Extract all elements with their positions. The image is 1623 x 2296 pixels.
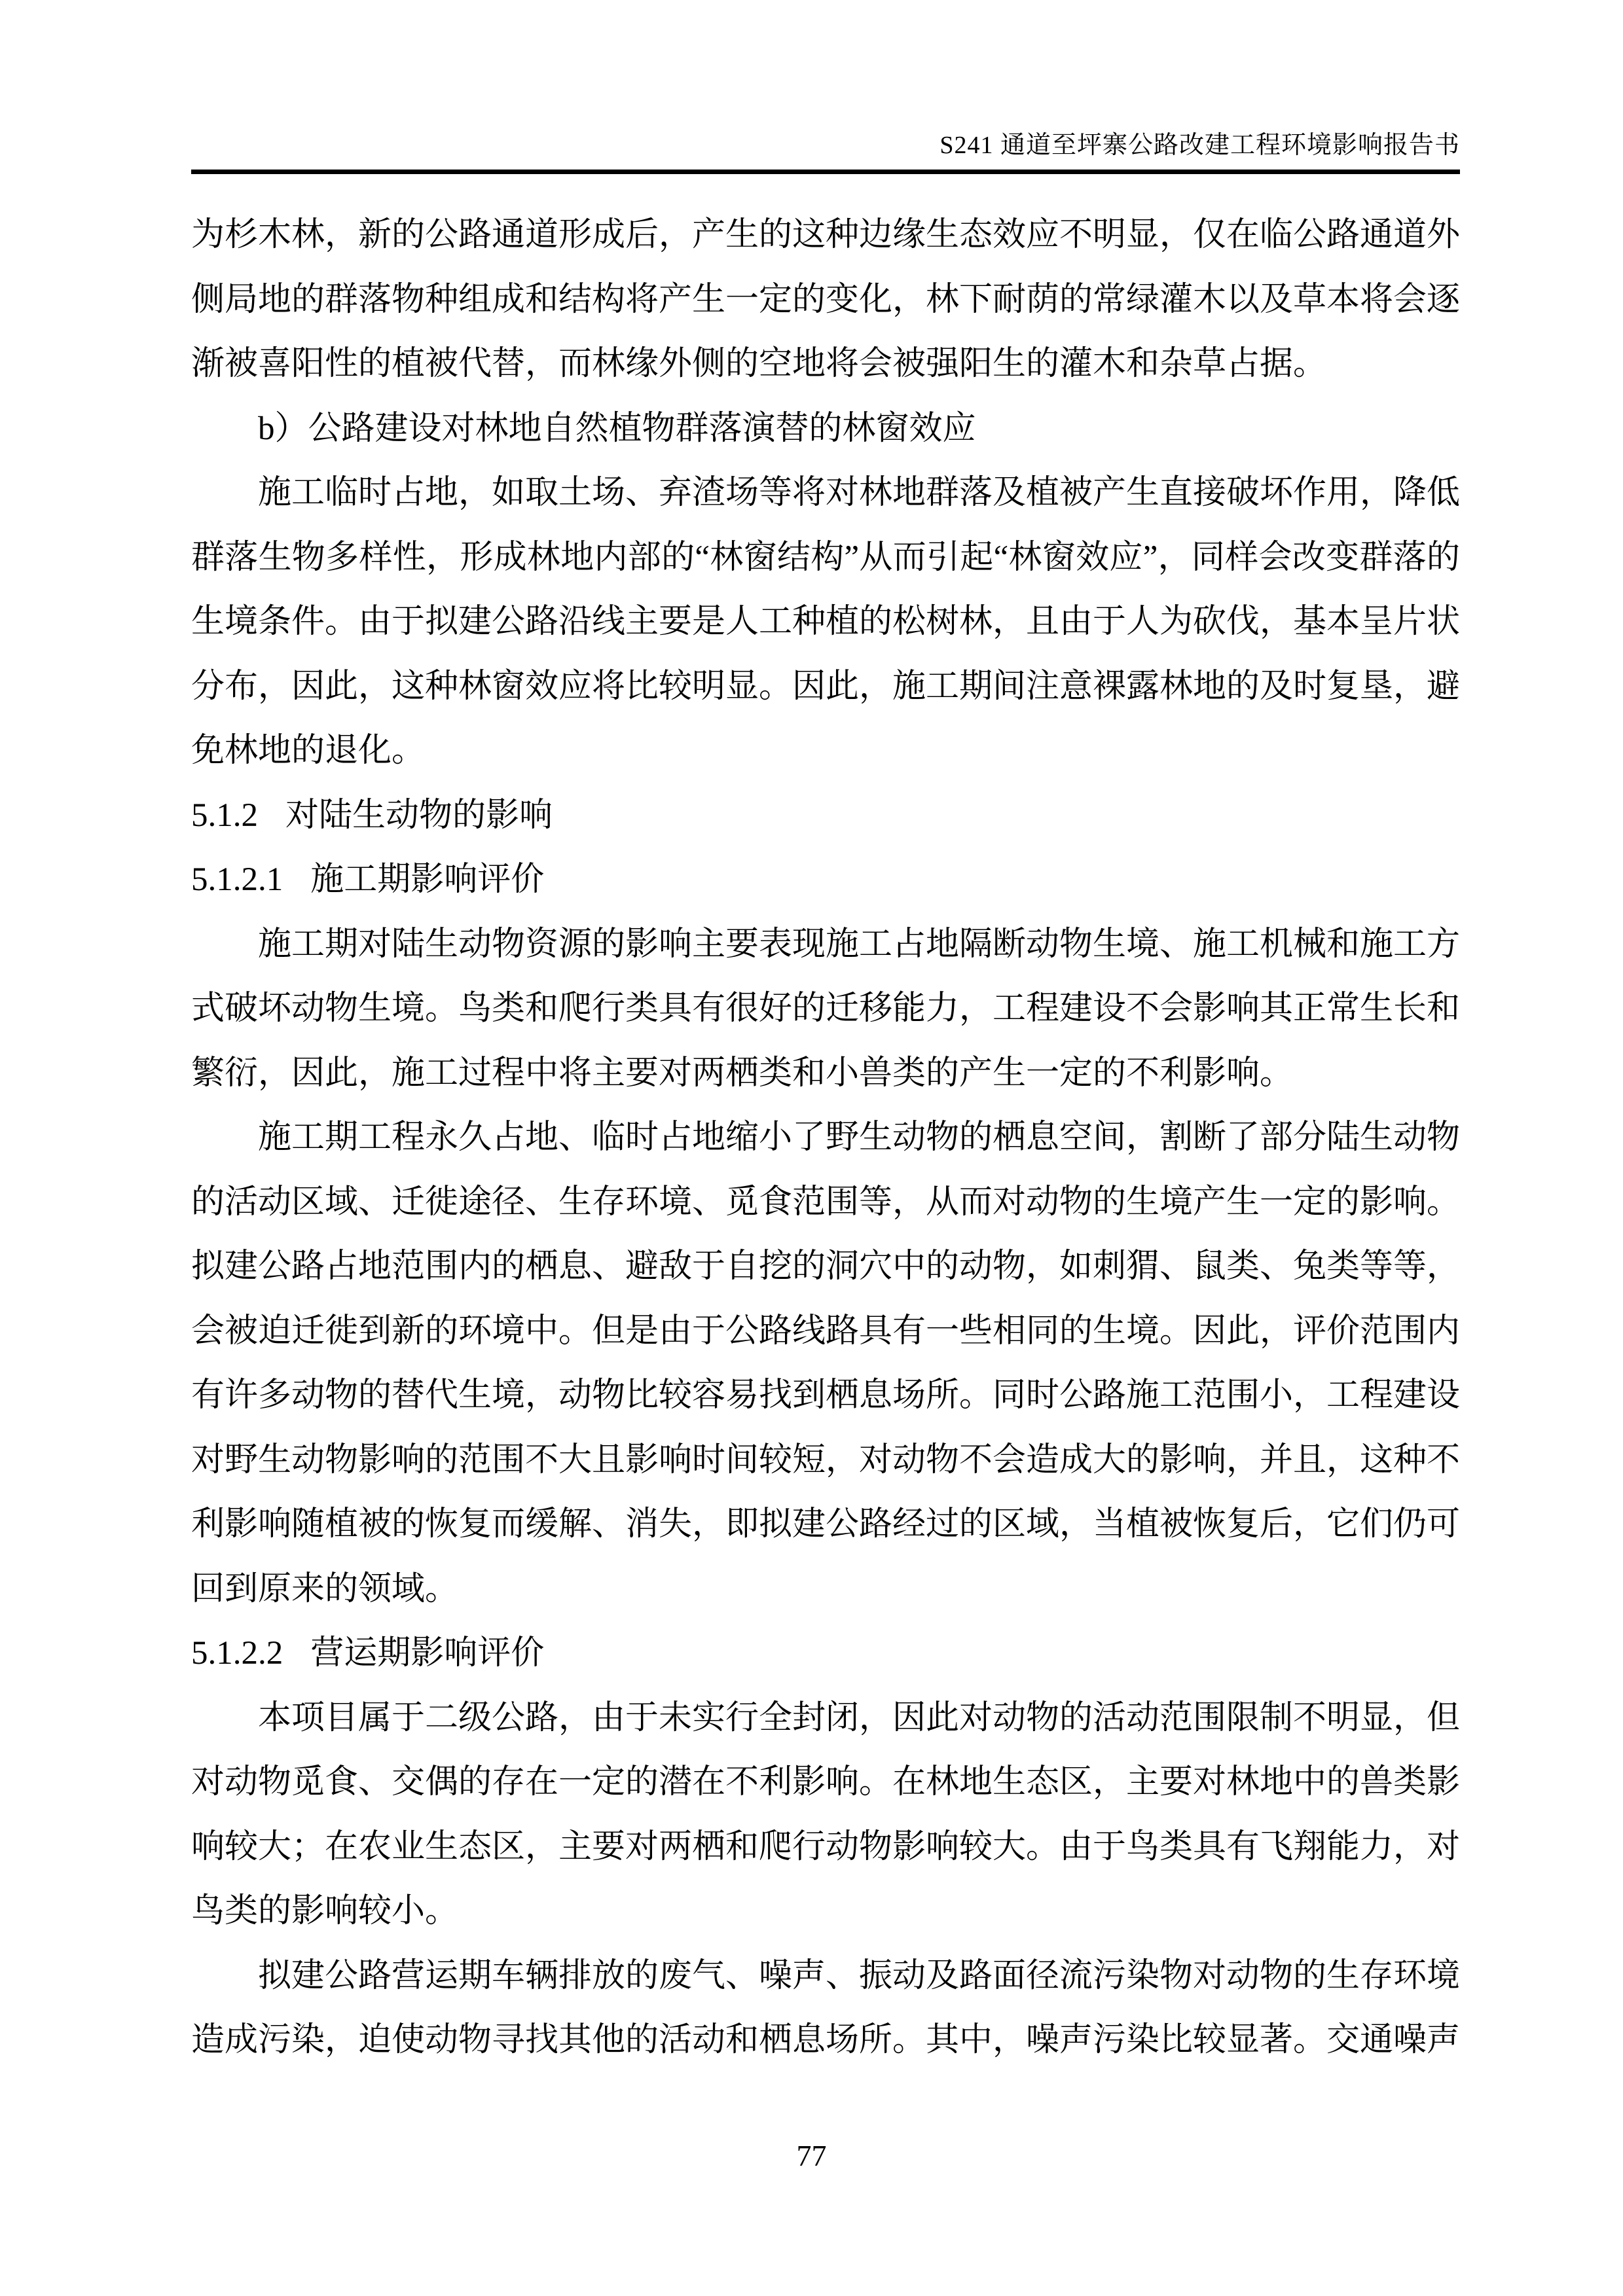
section-heading bbox=[191, 848, 1460, 912]
body-paragraph: 施工临时占地，如取土场、弃渣场等将对林地群落及植被产生直接破坏作用，降低群落生物多样性，形成林地内部的“林窗结构”从而引起“林窗效应”，同样会改变群落的生境条件。由于拟建公路沿线主要是人工种植的松树林，且由于人为砍伐，基本呈片状分布，因此，这种林窗效应将比较明显。因此，施工期间注意裸露林地的及时复垦，避免林地的退化。 bbox=[191, 475, 1461, 769]
header-rule bbox=[191, 170, 1460, 174]
content-column bbox=[191, 0, 1460, 2073]
body-paragraph: 施工期工程永久占地、临时占地缩小了野生动物的栖息空间，割断了部分陆生动物的活动区域、迁徙途径、生存环境、觅食范围等，从而对动物的生境产生一定的影响。拟建公路占地范围内的栖息、避敌于自挖的洞穴中的动物，如刺猬、鼠类、兔类等等，会被迫迁徙到新的环境中。但是由于公路线路具有一些相同的生境。因此，评价范围内有许多动物的替代生境，动物比较容易找到栖息场所。同时公路施工范围小，工程建设对野生动物影响的范围不大且影响时间较短，对动物不会造成大的影响，并且，这种不利影响随植被的恢复而缓解、消失，即拟建公路经过的区域，当植被恢复后，它们仍可回到原来的领域。 bbox=[191, 1119, 1461, 1607]
section-heading bbox=[191, 783, 1460, 848]
page-number: 77 bbox=[796, 2139, 827, 2172]
section-number: 5.1.2 bbox=[191, 797, 258, 834]
body-paragraph: 为杉木林，新的公路通道形成后，产生的这种边缘生态效应不明显，仅在临公路通道外侧局地的群落物种组成和结构将产生一定的变化，林下耐荫的常绿灌木以及草本将会逐渐被喜阳性的植被代替，而林缘外侧的空地将会被强阳生的灌木和杂草占据。 bbox=[191, 217, 1461, 382]
body-paragraph: 施工期对陆生动物资源的影响主要表现施工占地隔断动物生境、施工机械和施工方式破坏动物生境。鸟类和爬行类具有很好的迁移能力，工程建设不会影响其正常生长和繁衍，因此，施工过程中将主要对两栖类和小兽类的产生一定的不利影响。 bbox=[191, 925, 1461, 1092]
section-number: 5.1.2.2 bbox=[191, 1635, 283, 1672]
document-body bbox=[191, 203, 1460, 2073]
section-number: 5.1.2.1 bbox=[191, 861, 283, 898]
section-heading bbox=[191, 1621, 1460, 1686]
page-footer bbox=[0, 2139, 1623, 2173]
body-paragraph: 拟建公路营运期车辆排放的废气、噪声、振动及路面径流污染物对动物的生存环境造成污染，迫使动物寻找其他的活动和栖息场所。其中，噪声污染比较显著。交通噪声 bbox=[191, 1957, 1461, 2058]
section-title: 对陆生动物的影响 bbox=[285, 797, 553, 834]
sub-heading: b）公路建设对林地自然植物群落演替的林窗效应 bbox=[258, 410, 976, 447]
page-header bbox=[191, 0, 1460, 174]
section-title: 施工期影响评价 bbox=[310, 861, 545, 898]
section-title: 营运期影响评价 bbox=[310, 1635, 545, 1672]
body-paragraph: 本项目属于二级公路，由于未实行全封闭，因此对动物的活动范围限制不明显，但对动物觅食、交偶的存在一定的潜在不利影响。在林地生态区，主要对林地中的兽类影响较大；在农业生态区，主要对两栖和爬行动物影响较大。由于鸟类具有飞翔能力，对鸟类的影响较小。 bbox=[191, 1699, 1461, 1929]
header-title: S241 通道至坪寨公路改建工程环境影响报告书 bbox=[939, 132, 1460, 159]
